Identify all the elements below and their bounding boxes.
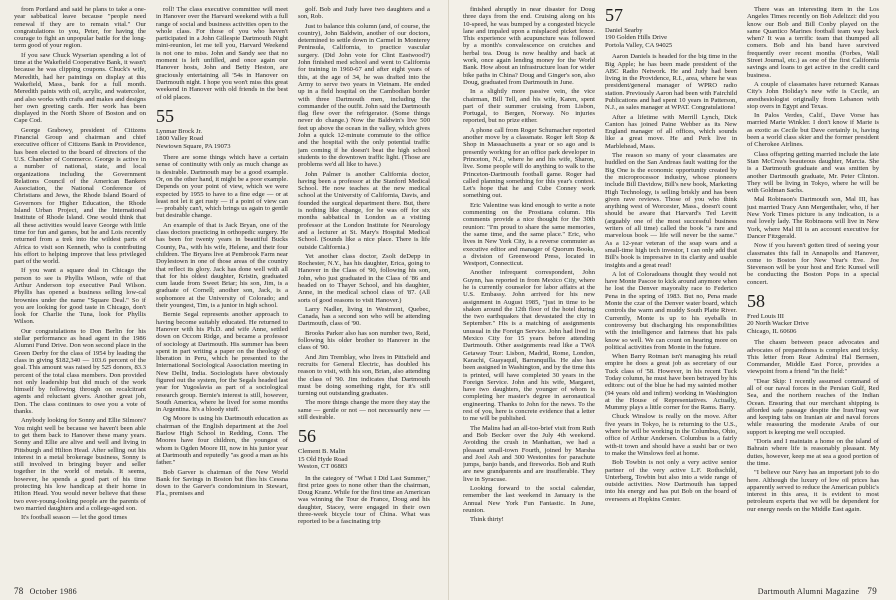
paragraph: Looking forward to the social calendar, remember the last weekend in January is the Annual New York Fun Fantastic. In June, reunion. bbox=[463, 485, 595, 514]
address-line: 15 Old Hyde Road bbox=[298, 455, 348, 463]
paragraph: Bob Towbin is not only a very active senior partner of the very active L.F. Rothschild, Unterberg, Towbin but also into a wide range of outside activities. Now Dartmouth has tapped into his energy and has put Bob on the board of overseers at Hopkins Center. bbox=[605, 459, 737, 503]
address-line: Fred Louis III bbox=[747, 312, 784, 320]
address-line: Newtown Square, PA 19073 bbox=[156, 142, 231, 150]
page-number: 78 bbox=[14, 586, 24, 596]
address-line: Weston, CT 06883 bbox=[298, 463, 348, 471]
paragraph: Chuck Winslow is really on the move. After five years in Tokyo, he is returning to the U.S., where he will be working in the Columbus, Ohio, office of Arthur Andersen. Columbus is a fairly with-it town and should have a sushi bar or two to make the Winslows feel at home. bbox=[605, 413, 737, 457]
page-folio-right bbox=[758, 586, 883, 596]
paragraph: A couple of classmates have returned: Kansas City's John Holiday's new wife is Cecile, an anesthesiologist originally from Lebanon with stop overs in Egypt and Texas. bbox=[747, 80, 879, 110]
paragraph: Anybody looking for Sonny and Ellie Silmore? You might well be because we haven't been able to get them back to Hanover these many years. Sonny and Ellie are alive and well and living in Pittsburgh and Hilton Head. After selling out his interest in a metal brokerage business, Sonny is still involved in bringing buyer and seller together in the world of metals. It seems, however, he spends a good part of his time protecting his low handicap at their home in Hilton Head. You would never believe that these two ever-young-looking people are the parents of two married daughters and a college-aged son. bbox=[14, 417, 146, 512]
paragraph: The chasm between peace advocates and advocates of preparedness is complex and tricky. This letter from Rear Admiral Hal Bernsen, Commander, Middle East Force, provides a viewpoint from a friend "in the field:" bbox=[747, 339, 879, 376]
paragraph: There are some things which have a certain sense of continuity with only as much change as is desirable. Dartmouth may be a good example. Or, on the other hand, it might be a poor example. Depends on your point of view, which we were expected by 1955 to have to a fine edge — or at least not let it get rusty — if a point of view can — probably can't, which brings us again to gentle but desirable change. bbox=[156, 154, 288, 220]
page-number: 79 bbox=[867, 586, 877, 596]
paragraph: Think thirty! bbox=[470, 516, 504, 524]
paragraph: Bernie Segal represents another approach to having become suitably educated. He returned to Hanover with his Ph.D. and wife Anne, settled down on Occom Ridge, and became a professor of sociology at Dartmouth. His summer has been spent in part writing a paper on the theology of liberation in Peru, which he presented to the International Sociological Association meeting in New Delhi, India. Sociologists have obviously figured out the system, for the Segals headed last year for Yugoslavia as part of a sociological research group. Bernie's interest is still, however, South America, where he lived for some months in Argentina. It's a bloody stuff. bbox=[156, 311, 288, 414]
paragraph: And Jim Tremblay, who lives in Pittsfield and recruits for General Electric, has doubled his reason to visit, with his son, Brian, also attending the class of '90. Jim indicates that Dartmouth must be doing something right, for it's still turning out outstanding graduates. bbox=[298, 353, 430, 398]
issue-date: October 1986 bbox=[29, 587, 77, 596]
paragraph: An example of that is Jack Bryan, one of the class doctors practicing in orthopedic surgery. He has been for twenty years in beautiful Bucks County, Pa., with his wife, Helene, and their four children. The Bryans live at Pembrook Farm near Doylestown in one of those areas of the country that reflect its glory. Jack has done well with all that for his oldest daughter, Kristin, graduated cum laude from Sweet Briar; his son, Jim, is a graduate of Cornell; another son, Jack, is a sophomore at the University of Colorado; and their youngest, Tim, is a junior in high school. bbox=[156, 221, 288, 310]
class-notes-text bbox=[747, 6, 879, 286]
paragraph: golf. Bob and Judy have two daughters and a son, Rob. bbox=[298, 6, 430, 21]
address-line: Clement B. Malin bbox=[298, 448, 346, 456]
class-notes-text bbox=[605, 53, 737, 503]
paragraph: Yet another class doctor, Zsolt deDepp in Rochester, N.Y., has his daughter, Erica, going to Hanover in the Class of '90, following his son, John, who just graduated in the Class of '86 and headed on to Thayer School, and his daughter, Anne, in the medical school class of '87. (All sorts of good reasons to visit Hanover.) bbox=[298, 252, 430, 304]
class-notes-text bbox=[156, 154, 288, 498]
paragraph: Just to balance this column (and, of course, the country), John Baldwin, another of our doctors, determined to settle down in Carmel in Monterey Peninsula, California, to practice vascular surgery. (Did John vote for Clint Eastwood?) John finished med school and went to California for training in 1960-67 and after eight years of this, at the age of 34, he was drafted into the Army to serve two years in Vietnam. He ended up in a field hospital on the Cambodian border with three Dartmouth men, including the commander of the outfit. John said the Dartmouth flag flew over the refrigerator. (Some things never do change.) Now the Baldwin's live 500 feet up above the ocean in the valley, which gives John a quick 12-minute commute to the office and the hospital with the only potential traffic jam coming if he doesn't beat the high school students to the downtown traffic light. (Those are problems we'd all like to have.) bbox=[298, 22, 430, 169]
class-secretary-address bbox=[298, 448, 430, 470]
magazine-name: Dartmouth Alumni Magazine bbox=[757, 587, 860, 596]
left-col-2 bbox=[156, 6, 288, 500]
address-line: Chicago, IL 60606 bbox=[747, 327, 797, 335]
class-number: 56 bbox=[298, 426, 316, 447]
paragraph: finished abruptly in near disaster for Doug three days from the end. Cruising along on his 10-speed, he was bumped by a congested bicycle lane and impaled upon a misplaced picket fence. This experience with acupuncture was followed by a month's convalescence on crutches and herbal tea. Doug is now healthy and back at work, once again lending money for the World Bank. How about an infrastructure loan for wider bike paths in China? Doug and Ginger's son, also Doug, graduated from Dartmouth in June. bbox=[463, 6, 595, 86]
class-secretary-address bbox=[156, 128, 288, 150]
left-col-1 bbox=[14, 6, 146, 523]
address-line: Portola Valley, CA 94025 bbox=[605, 41, 673, 49]
paragraph: Og Moore is using his Dartmouth education as chairman of the English department at the Joel Barlow High School in Redding, Conn. The Moores have four children, the youngest of whom is Ogden Moore III, now in his junior year at Dartmouth and reputedly "as good a man as his father." bbox=[156, 415, 288, 467]
paragraph: If you saw Chuck Wyserian spending a lot of time at the Wakefield Cooperative Bank, it wasn't because he was clipping coupons. Chuck's wife, Meredith, had her paintings on display at this Wakefield, Mass., bank for a full month. Meredith paints with oil, acrylic, and watercolor, and also works with crafts and makes and designs her own greeting cards. Her work has been displayed in the North Shore of Boston and on Cape Cod. bbox=[14, 51, 146, 125]
address-line: Lynmar Brock Jr. bbox=[156, 127, 202, 135]
paragraph: Another infrequent correspondent, John Guynn, has reported in from Mexico City, where he is currently counselor for labor affairs at the U.S. Embassy. John arrived for his new assignment in August 1985, "just in time to be shaken around the 12th floor of the hotel during the two earthquakes that devastated the city in September." His is a matching of assignments unusual in the Foreign Service. John had lived in Mexico City for 15 years before attending Dartmouth. Other assignments read like a TWA Getaway Tour: Lisbon, Madrid, Rome, London, Karachi, Guayaquil, Barranquilla. He also has been assigned in Washington, and by the time this is printed, will have completed 30 years in the Foreign Service. John and his wife, Margaret, have two daughters, the younger of whom is completing her master's degree in aeronautical engineering. Thanks to John for the news. To the rest of you, here is concrete evidence that a letter to me will be published. bbox=[463, 269, 595, 423]
address-line: 20 North Wacker Drive bbox=[747, 320, 809, 328]
class-notes-text bbox=[747, 339, 879, 513]
class-secretary-address bbox=[605, 27, 737, 49]
paragraph: Now if you haven't gotten tired of seeing your classmates this fall in Annapolis and Hanover, come to Boston for New Year's Eve. Joe Stevenson will be your host and Eric Kunsel will be conducting the Boston Pops in a special concert. bbox=[747, 242, 879, 286]
class-notes-text bbox=[298, 475, 430, 526]
paragraph: "Dear Skip: I recently assumed command of all of our naval forces in the Persian Gulf, Red Sea, and the northern reaches of the Indian Ocean. Ensuring that our merchant shipping is afforded safe passage despite the Iran/Iraq war and keeping tabs on Iranian air and naval forces while reassuring the moderate Arabs of our support is keeping me well occupied. bbox=[747, 377, 879, 436]
class-number: 58 bbox=[747, 290, 765, 311]
class-secretary-address bbox=[747, 313, 879, 335]
paragraph: In Palos Verdes, Calif., Dave Vorse has married Marie Winkler. I don't know if Marie is as exotic as Cecile but Dave certainly is, having been a world class skier and the former president of Cherokee Airlines. bbox=[747, 112, 879, 149]
paragraph: In a slightly more passive vein, the vice chairman, Bill Tell, and his wife, Karen, spent part of their summer cruising from Lisbon, Portugal, to Bergen, Norway. No injuries reported, but no prize either. bbox=[463, 88, 595, 125]
paragraph: John Palmer is another California doctor, having been a professor at the Stanford Medical School. He now teaches at the new medical school at the University of California, Davis, and founded the surgical department there. But, there is nothing like change, for he was off for six months sabbatical in London as a visiting professor at the London Institute for Neurology and a lecturer at St. Mary's Hospital Medical School. (Sounds like a nice place. There is life outside California.) bbox=[298, 170, 430, 251]
address-line: Daniel Searby bbox=[605, 27, 643, 34]
paragraph: Larry Nadler, living in Westmont, Quebec, Canada, has a second son who will be attending Dartmouth, class of '90. bbox=[298, 305, 430, 328]
paragraph: Bob Garver is chairman of the New World Bank for Savings in Boston but flies his Cessna down to the Garver's condominium in Stewart, Fla., premises and bbox=[156, 468, 288, 498]
paragraph: If you want a square deal in Chicago the person to see is Phyllis Wilson, wife of that Arthur Anderson top executive Paul Wilson. Phyllis has opened a business selling low-cal brownies under the name "Square Deal." So if you are looking for good taste in Chicago, don't look for Charlie the Tuna, look for Phyllis Wilson. bbox=[14, 267, 146, 326]
paragraph: A phone call from Roger Schumacher reported another move by a classmate. Roger left Stop & Shop in Massachusetts a year or so ago and is presently working for an office park developer in Princeton, N.J., where he and his wife, Sharon, live. Some people will do anything to walk to the Princeton-Dartmouth football game. Roger had called planning something for this year's contest. Let's hope that he and Cube Conney work something out. bbox=[463, 126, 595, 200]
paragraph: "Doris and I maintain a home on the island of Bahrain where life is reasonably pleasant. My duties, however, keep me at sea a good portion of the time. bbox=[747, 438, 879, 467]
paragraph: In the category of "What I Did Last Summer," first prize goes to none other than the chairman, Doug Kranz. While for the first time an American was winning the Tour de France, Doug and his daughter, Stacey, were engaged in their own three-week bicycle tour of China. What was reported to be a fascinating trip bbox=[298, 474, 430, 526]
paragraph: Aaron Daniels is headed for the big time in the Big Apple; he has been made president of the ABC Radio Network. He and Judy had been living in the Providence, R.I., area, where he was president/general manager of WPRO radio station. Previously Aaron had been with Fairchild Publications and had spent 10 years in Patterson, N.J., as sales manager at WPAT. Congratulations! bbox=[605, 53, 737, 112]
address-line: 190 Golden Hills Drive bbox=[605, 34, 668, 42]
paragraph: Mal Robinson's Dartmouth son, Mal III, has just married Tracy Ann Mergenthaler, who, if her New York Times picture is any indication, is a real lovely lady. The Robinsons will live in New York, where Mal III is an account executive for Dancer Fitzgerald. bbox=[747, 196, 879, 240]
right-page bbox=[448, 0, 896, 600]
paragraph: When Barry Rotman isn't managing his retail empire he does a great job as secretary of our Tuck class of '58. However, in his recent Tuck Today column, he must have been betrayed by his editors: out of the blue he had my sainted mother (94 years old and infirm) working in Washington at the House of Representatives. Actually, Mummy plays a little corner for the Rams. Barry. bbox=[605, 353, 737, 412]
paragraph: The reason so many of your classmates are huddled on the San Andreas fault waiting for the Big One is the economic opportunity created by the microprocessor industry, whose pioneers include Bill Davidow, Bill's new book, Marketing High Technology, is selling briskly and has been given rave reviews. Those of you who think anything west of Worcester, Mass., doesn't count should be aware that Harvard's Ted Levitt (arguably one of the most successful business writers of all time) called the book "a rare and marvelous book — life will never be the same." As a 12-year veteran of the soap wars and a small-time high tech investor, I can only add that Bill's book is impressive in its clarity and usable insights and a great read! bbox=[605, 152, 737, 269]
paragraph: The Malins had an all-too-brief visit from Ruth and Bob Becker over the July 4th weekend. Avoiding the crush in Manhattan, we had a pleasant small-town Fourth, joined by Marsha and Joel Ash and 300 Westonites for parachute jumps, banjo bands, and fireworks. Bob and Ruth are new grandparents and are insufferable. They live in Syracuse. bbox=[463, 424, 595, 483]
page-folio-left bbox=[14, 586, 77, 596]
paragraph: After a lifetime with Merrill Lynch, Dick Canton has joined Paine Webber as its New England manager of all offices, which sounds like a great move. He and Perk live in Marblehead, Mass. bbox=[605, 113, 737, 150]
right-col-2 bbox=[605, 6, 737, 505]
paragraph: Class offspring getting married include the late Stan McCrea's beauteous daughter, Marcia. She is a Dartmouth graduate and was smitten by another Dartmouth graduate, Mr. Peter Clinton. They will be living in Tokyo, where he will be with Goldman Sachs. bbox=[747, 150, 879, 195]
paragraph: from Portland and said he plans to take a one-year sabbatical leave because "people need renewal if they are to remain vital." Our congratulations to you, Peter, for having the courage to fight an unpopular battle for the long-term good of your region. bbox=[14, 6, 146, 50]
paragraph: roll! The class executive committee will meet in Hanover over the Harvard weekend with a full range of social and business activities open to the whole class. For those of you who haven't participated in a John Gillespie Dartmouth Night mini-reunion, let me tell you, Harvard Weekend is not one to miss. John and Sandy see that no moment is left unfilled, and once again our Hanover hosts, John and Betty Heston, are graciously entertaining all '54s in Hanover on Dartmouth night. I hope you won't miss this great weekend in Hanover with old friends in the best of old places. bbox=[156, 6, 288, 101]
paragraph: It's football season — let the good times bbox=[21, 514, 128, 522]
class-notes-text bbox=[156, 6, 288, 101]
left-col-3 bbox=[298, 6, 430, 528]
paragraph: George Grabowy, president of Citizens Financial Group and chairman and chief executive officer of Citizens Bank in Providence, has been elected to the board of directors of the U.S. Chamber of Commerce. George is active in a number of national, state, and local organizations including the Government Relations Council of the American Bankers Association, the National Conference of Christians and Jews, the Rhode Island Board of Governors for Higher Education, the Rhode Island Urban Project, and the International Institute of Rhode Island. One would think that all these activities would leave George with little time for fun and games, but he and Lois recently returned from a trek into the wildest parts of Africa to visit son Kenneth, who is contributing his effort to helping improve that less privileged part of the world. bbox=[14, 126, 146, 266]
class-number: 55 bbox=[156, 105, 174, 126]
paragraph: "I believe our Navy has an important job to do here. Although the luxury of low oil prices has apparently served to reduce the American public's interest in this area, it is evident to most petroleum experts that we will be dependent for our energy needs on the Middle East again. bbox=[747, 469, 879, 513]
paragraph: There was an interesting item in the Los Angeles Times recently on Bob Adelizzi: did you know our Bob and Bill Conby played on the same Quantico Marines football team way back when? It was a terrific team that thumped all comers. Bob and his band have survived frequently over recent months (Forbes, Wall Street Journal, etc.) as one of the first California savings and loans to get active in the credit card business. bbox=[747, 6, 879, 79]
right-col-3 bbox=[747, 6, 879, 515]
paragraph: A lot of Coloradoans thought they would not have Monte Pascoe to kick around anymore when he lost the Denver mayoralty race to Federico Pena in the spring of 1983. But no, Pena made Monte the czar of the Denver water board, which controls the warm and muddy South Platte River. Currently, Monte is up to his eyeballs in controversy but discharging his responsibilities with the intelligence and fairness that his pals know so well. We can count on hearing more on political activities from Monte in the future. bbox=[605, 270, 737, 351]
class-notes-text bbox=[298, 6, 430, 421]
paragraph: Brooks Parker also has son number two, Reid, following his older brother to Hanover in the class of '90. bbox=[298, 329, 430, 352]
address-line: 1800 Valley Road bbox=[156, 135, 204, 143]
paragraph: Our congratulations to Don Berlin for his stellar performance as head agent in the 1986 Alumni Fund Drive. Don won second place in the Green Derby for the class of 1954 by leading the class in giving $182,340 — 103.6 percent of the goal. This amount was raised by 525 donors, 83.3 percent of the total class members. Don provided not only leadership but did much of the work himself by following through on recalcitrant agents and reluctant givers. Another great job, Don. The class continues to owe you a vote of thanks. bbox=[14, 327, 146, 416]
paragraph: The more things change the more they stay the same — gentle or not — not necessarily new — still desirable. bbox=[298, 399, 430, 422]
paragraph: Eric Valentine was kind enough to write a note commenting on the Prostiana column. His comments provide a nice thought for the 30th reunion: "I'm proud to share the same memories, the same time, and the same place." Eric, who lives in New York City, is a reverse commuter as executive editor and manager of Quorum Books, a division of Greenwood Press, located in Westport, Connecticut. bbox=[463, 201, 595, 268]
class-number: 57 bbox=[605, 6, 623, 25]
right-col-1 bbox=[463, 6, 595, 525]
